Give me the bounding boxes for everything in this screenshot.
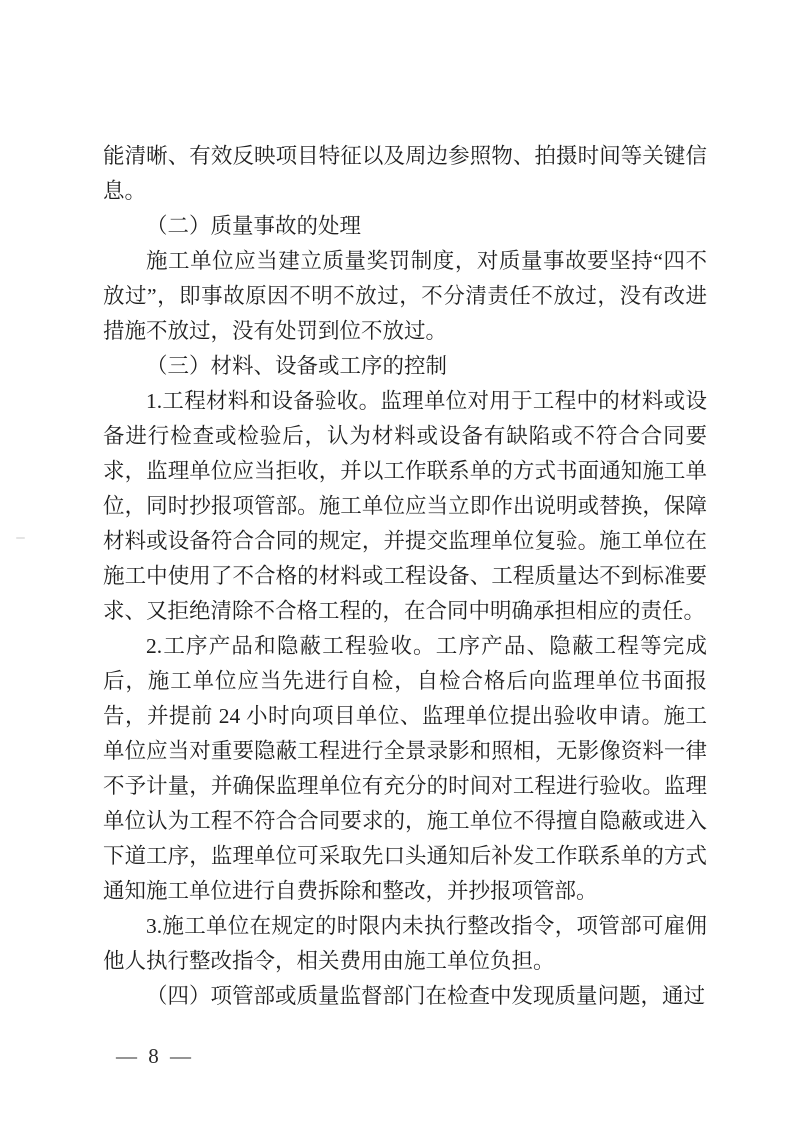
paragraph-heading-section-2: （二）质量事故的处理: [146, 214, 362, 238]
paragraph-para-quality-accident: 施工单位应当建立质量奖罚制度，对质量事故要坚持“四不放过”，即事故原因不明不放过，不分清责任不放过，没有改进措施不放过，没有处罚到位不放过。: [103, 249, 707, 343]
page-number: — 8 —: [116, 1044, 194, 1068]
paragraph-item-1-material-equipment-acceptance: 1.工程材料和设备验收。监理单位对用于工程中的材料或设备进行检查或检验后，认为材料或设备有缺陷或不符合合同要求，监理单位应当拒收，并以工作联系单的方式书面通知施工单位，同时抄报项管部。施工单位应当立即作出说明或替换，保障材料或设备符合合同的规定，并提交监理单位复验。施工单位在施工中使用了不合格的材料或工程设备、工程质量达不到标准要求、又拒绝清除不合格工程的，在合同中明确承担相应的责任。: [103, 389, 707, 623]
scan-artifact-speck: [16, 537, 25, 539]
paragraph-item-3-rectification-order: 3.施工单位在规定的时限内未执行整改指令，项管部可雇佣他人执行整改指令，相关费用由施工单位负担。: [103, 914, 707, 973]
paragraph-item-2-process-hidden-works-acceptance: 2.工序产品和隐蔽工程验收。工序产品、隐蔽工程等完成后，施工单位应当先进行自检，自检合格后向监理单位书面报告，并提前 24 小时向项目单位、监理单位提出验收申请。施工单位应当对重要隐蔽工程进行全景录影和照相，无影像资料一律不予计量，并确保监理单位有充分的时间对工程进行验收。监理单位认为工程不符合合同要求的，施工单位不得擅自隐蔽或进入下道工序，监理单位可采取先口头通知后补发工作联系单的方式通知施工单位进行自费拆除和整改，并抄报项管部。: [103, 634, 707, 903]
document-body: [103, 139, 707, 1014]
paragraph-heading-section-3: （三）材料、设备或工序的控制: [146, 354, 448, 378]
paragraph-heading-section-4: （四）项管部或质量监督部门在检查中发现质量问题，通过: [146, 984, 706, 1008]
paragraph-continuation-photo-requirements: 能清晰、有效反映项目特征以及周边参照物、拍摄时间等关键信息。: [103, 144, 707, 203]
